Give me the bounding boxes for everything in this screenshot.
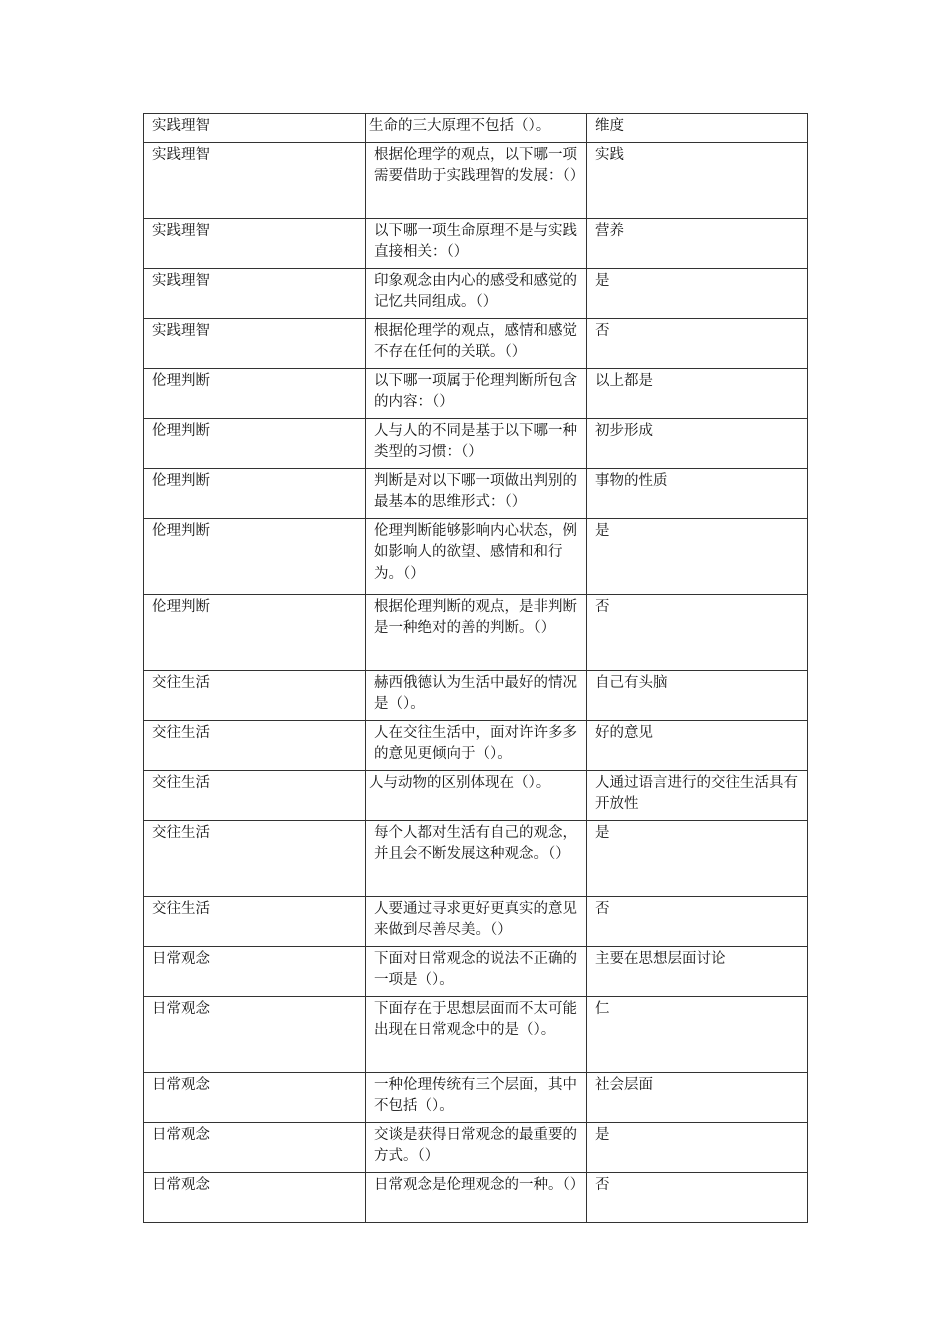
question-cell: 根据伦理判断的观点，是非判断是一种绝对的善的判断。（）: [366, 594, 587, 670]
question-cell: 人要通过寻求更好更真实的意见来做到尽善尽美。（）: [366, 896, 587, 946]
category-cell: 伦理判断: [144, 468, 366, 518]
question-cell: 人与动物的区别体现在（）。: [366, 770, 587, 820]
table-row: [144, 268, 808, 318]
answer-cell: 事物的性质: [587, 468, 808, 518]
answer-cell: 否: [587, 896, 808, 946]
question-cell: 以下哪一项生命原理不是与实践直接相关：（）: [366, 218, 587, 268]
answer-cell: 是: [587, 518, 808, 594]
question-cell: 根据伦理学的观点，感情和感觉不存在任何的关联。（）: [366, 318, 587, 368]
table-row: [144, 318, 808, 368]
category-cell: 伦理判断: [144, 594, 366, 670]
answer-cell: 社会层面: [587, 1072, 808, 1122]
category-cell: 交往生活: [144, 820, 366, 896]
answer-cell: 维度: [587, 114, 808, 143]
answer-cell: 好的意见: [587, 720, 808, 770]
answer-cell: 仁: [587, 996, 808, 1072]
table-row: [144, 896, 808, 946]
question-cell: 一种伦理传统有三个层面，其中不包括（）。: [366, 1072, 587, 1122]
table-row: [144, 1122, 808, 1172]
question-cell: 人与人的不同是基于以下哪一种类型的习惯：（）: [366, 418, 587, 468]
category-cell: 伦理判断: [144, 368, 366, 418]
question-cell: 生命的三大原理不包括（）。: [366, 114, 587, 143]
question-cell: 下面存在于思想层面而不太可能出现在日常观念中的是（）。: [366, 996, 587, 1072]
answer-cell: 是: [587, 820, 808, 896]
question-cell: 伦理判断能够影响内心状态，例如影响人的欲望、感情和和行为。（）: [366, 518, 587, 594]
table-row: [144, 770, 808, 820]
question-cell: 以下哪一项属于伦理判断所包含的内容：（）: [366, 368, 587, 418]
table-row: [144, 720, 808, 770]
category-cell: 日常观念: [144, 1072, 366, 1122]
category-cell: 实践理智: [144, 218, 366, 268]
question-cell: 每个人都对生活有自己的观念，并且会不断发展这种观念。（）: [366, 820, 587, 896]
table-row: [144, 1072, 808, 1122]
answer-cell: 初步形成: [587, 418, 808, 468]
table-row: [144, 594, 808, 670]
table-row: [144, 418, 808, 468]
question-cell: 印象观念由内心的感受和感觉的记忆共同组成。（）: [366, 268, 587, 318]
category-cell: 伦理判断: [144, 518, 366, 594]
answer-cell: 是: [587, 268, 808, 318]
category-cell: 实践理智: [144, 318, 366, 368]
table-row: [144, 670, 808, 720]
category-cell: 交往生活: [144, 770, 366, 820]
question-cell: 交谈是获得日常观念的最重要的方式。（）: [366, 1122, 587, 1172]
table-row: [144, 946, 808, 996]
table-row: [144, 820, 808, 896]
table-row: [144, 142, 808, 218]
answer-cell: 人通过语言进行的交往生活具有开放性: [587, 770, 808, 820]
question-cell: 日常观念是伦理观念的一种。（）: [366, 1172, 587, 1222]
answer-cell: 否: [587, 594, 808, 670]
category-cell: 日常观念: [144, 996, 366, 1072]
question-cell: 赫西俄德认为生活中最好的情况是（）。: [366, 670, 587, 720]
category-cell: 实践理智: [144, 142, 366, 218]
question-cell: 下面对日常观念的说法不正确的一项是（）。: [366, 946, 587, 996]
table-row: [144, 218, 808, 268]
category-cell: 交往生活: [144, 720, 366, 770]
qa-table: [143, 113, 808, 1223]
table-row: [144, 1172, 808, 1222]
question-cell: 判断是对以下哪一项做出判别的最基本的思维形式：（）: [366, 468, 587, 518]
category-cell: 交往生活: [144, 896, 366, 946]
category-cell: 日常观念: [144, 1172, 366, 1222]
table-row: [144, 368, 808, 418]
category-cell: 交往生活: [144, 670, 366, 720]
table-row: [144, 114, 808, 143]
answer-cell: 以上都是: [587, 368, 808, 418]
category-cell: 日常观念: [144, 946, 366, 996]
table-row: [144, 518, 808, 594]
table-row: [144, 996, 808, 1072]
question-cell: 根据伦理学的观点，以下哪一项需要借助于实践理智的发展：（）: [366, 142, 587, 218]
answer-cell: 是: [587, 1122, 808, 1172]
table-row: [144, 468, 808, 518]
category-cell: 日常观念: [144, 1122, 366, 1172]
category-cell: 实践理智: [144, 114, 366, 143]
category-cell: 实践理智: [144, 268, 366, 318]
category-cell: 伦理判断: [144, 418, 366, 468]
question-cell: 人在交往生活中，面对许许多多的意见更倾向于（）。: [366, 720, 587, 770]
answer-cell: 实践: [587, 142, 808, 218]
answer-cell: 主要在思想层面讨论: [587, 946, 808, 996]
answer-cell: 否: [587, 318, 808, 368]
answer-cell: 自己有头脑: [587, 670, 808, 720]
answer-cell: 营养: [587, 218, 808, 268]
answer-cell: 否: [587, 1172, 808, 1222]
